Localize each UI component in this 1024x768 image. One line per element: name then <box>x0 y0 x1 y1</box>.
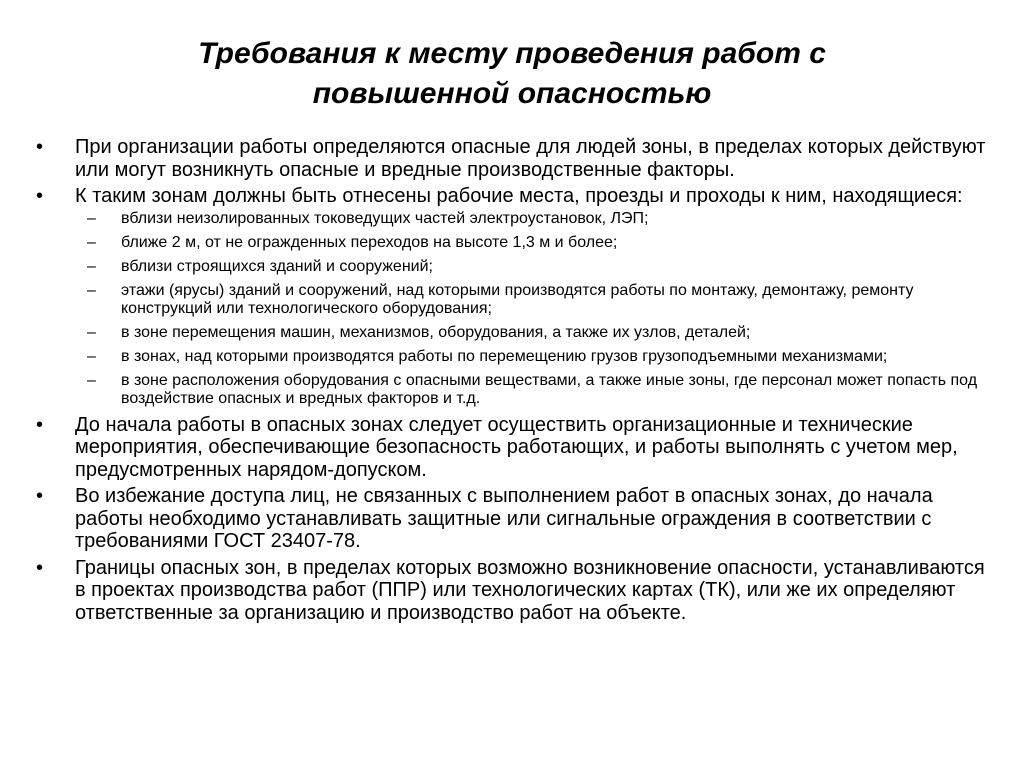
sub-marker: – <box>87 257 96 275</box>
bullet-text: До начала работы в опасных зонах следует осуществить организационные и технические мероприятия, обеспечивающие безопасность работающих, и работы выполнять с учетом мер, предусмотренных нарядом-допуском. <box>75 413 958 481</box>
bullet-text: К таким зонам должны быть отнесены рабочие места, проезды и проходы к ним, находящиеся: <box>75 185 963 207</box>
bullet-marker: • <box>36 136 44 158</box>
sub-item-text: этажи (ярусы) зданий и сооружений, над которыми производятся работы по монтажу, демонтажу, ремонту конструкций или технологического оборудования; <box>121 281 914 317</box>
bullet-marker: • <box>36 485 44 507</box>
bullet-item <box>28 185 988 408</box>
sub-item <box>75 348 988 366</box>
sub-list <box>75 210 988 408</box>
bullet-text: При организации работы определяются опасные для людей зоны, в пределах которых действуют или могут возникнуть опасные и вредные производственные факторы. <box>75 136 986 181</box>
sub-marker: – <box>87 347 96 365</box>
sub-marker: – <box>87 209 96 227</box>
sub-item <box>75 234 988 252</box>
bullet-item <box>28 414 988 482</box>
sub-item <box>75 282 988 318</box>
sub-item-text: вблизи строящихся зданий и сооружений; <box>121 257 433 275</box>
sub-item-text: в зоне перемещения машин, механизмов, оборудования, а также их узлов, деталей; <box>121 323 751 341</box>
sub-marker: – <box>87 371 96 389</box>
sub-item <box>75 258 988 276</box>
sub-item-text: вблизи неизолированных токоведущих частей электроустановок, ЛЭП; <box>121 209 649 227</box>
bullet-text: Во избежание доступа лиц, не связанных с выполнением работ в опасных зонах, до начала работы необходимо устанавливать защитные или сигнальные ограждения в соответствии с требованиями ГОСТ 23407-78. <box>75 485 933 552</box>
slide-title <box>100 34 924 114</box>
bullet-item <box>28 485 988 553</box>
bullet-list <box>28 136 988 628</box>
sub-item-text: ближе 2 м, от не огражденных переходов на высоте 1,3 м и более; <box>121 233 618 251</box>
sub-item <box>75 324 988 342</box>
bullet-marker: • <box>36 413 44 436</box>
slide-title-line-1: Требования к месту проведения работ с <box>198 37 826 70</box>
sub-item-text: в зоне расположения оборудования с опасными веществами, а также иные зоны, где персонал может попасть под воздействие опасных и вредных факторов и т.д. <box>121 371 978 407</box>
bullet-item <box>28 136 988 181</box>
sub-item-text: в зонах, над которыми производятся работы по перемещению грузов грузоподъемными механизмами; <box>121 347 888 365</box>
bullet-marker: • <box>36 185 44 207</box>
sub-item <box>75 372 988 408</box>
bullet-marker: • <box>36 556 44 579</box>
bullet-item <box>28 557 988 625</box>
slide-title-line-2: повышенной опасностью <box>312 77 712 110</box>
bullet-text: Границы опасных зон, в пределах которых возможно возникновение опасности, устанавливаются в проектах производства работ (ППР) или технологических картах (ТК), или же их определяют ответственные за организацию и производство работ на объекте. <box>75 556 985 624</box>
sub-marker: – <box>87 323 96 341</box>
sub-item <box>75 210 988 228</box>
sub-marker: – <box>87 281 96 299</box>
sub-marker: – <box>87 233 96 251</box>
